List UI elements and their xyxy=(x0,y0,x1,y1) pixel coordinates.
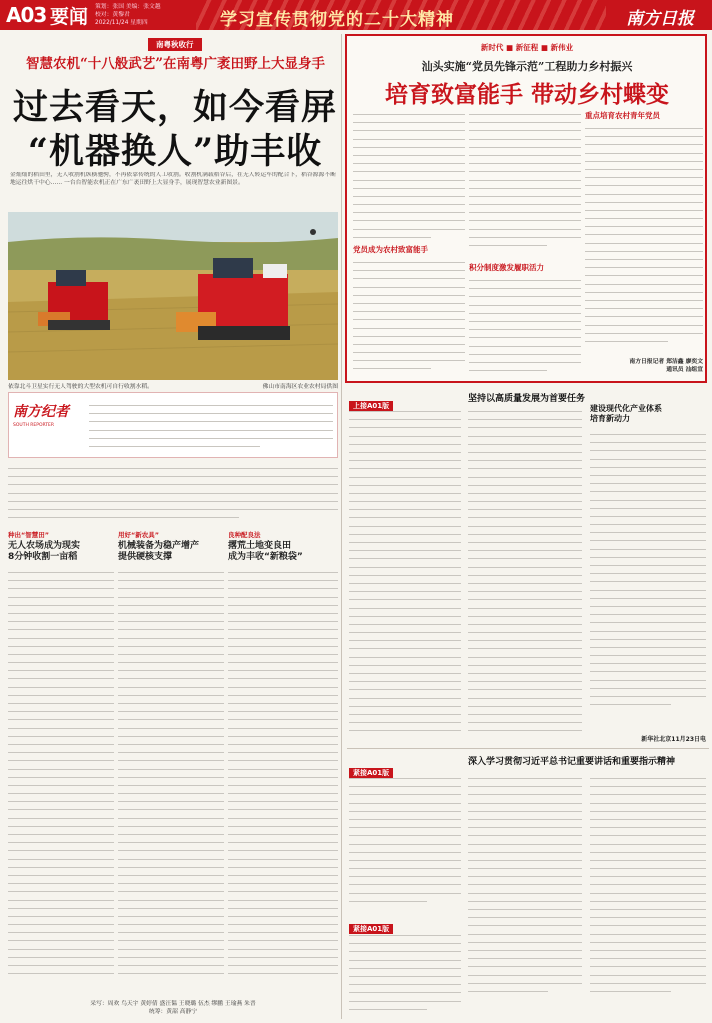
feature-head-1: 党员成为农村致富能手 xyxy=(353,245,428,254)
article1-col-a xyxy=(349,405,461,743)
dateline: 新华社北京11月23日电 xyxy=(641,736,706,743)
lead-subtitle: 智慧农机“十八般武艺”在南粤广袤田野上大显身手 xyxy=(25,56,326,72)
continued-label: 紧接A01版 xyxy=(349,768,393,778)
lead-paragraph xyxy=(10,172,336,210)
photo-illustration xyxy=(8,212,338,380)
reporter-logo-text: 南方纪者 xyxy=(13,404,69,420)
caption-credit: 佛山市南海区农业农村局供图 xyxy=(262,384,338,390)
harvest-photo xyxy=(8,212,338,380)
lead-text: 金灿灿的稻田里，无人收割机纵横驰骋，不再依靠传统的人工收割。收割机满载稻谷后，在无人转运车的配合下，稻谷源源不断地运往烘干中心…… xyxy=(10,172,336,186)
reporter-logo xyxy=(13,401,83,428)
lead-title-1: 过去看天，如今看屏 xyxy=(12,87,337,128)
feature-head-3: 重点培育农村青年党员 xyxy=(585,111,660,120)
section-rule xyxy=(347,748,709,749)
column-1 xyxy=(8,530,114,1002)
continued-label: 上接A01版 xyxy=(349,401,393,411)
feature-col-3 xyxy=(585,122,703,354)
page-number: A03 xyxy=(6,3,47,27)
column-divider xyxy=(341,34,342,1019)
feature-tag: 新征程 xyxy=(515,43,539,52)
reporter-box-text xyxy=(89,399,333,455)
lead-body xyxy=(8,462,338,524)
column-title: 机械装备为稳产增产 提供硬核支撑 xyxy=(118,541,200,562)
feature-tag: 新伟业 xyxy=(550,43,574,52)
reporter-logo-sub: SOUTH REPORTER xyxy=(13,423,54,428)
feature-title: 培育致富能手 带动乡村蝶变 xyxy=(384,81,669,108)
article1-col-b xyxy=(468,405,582,743)
article2-title: 深入学习贯彻习近平总书记重要讲话和重要指示精神 xyxy=(468,757,676,767)
column-kicker: 用好“新农具” xyxy=(118,531,160,539)
section-name: 要闻 xyxy=(50,6,89,28)
article1-col-c xyxy=(590,428,706,728)
feature-tags xyxy=(407,42,647,53)
kicker-text: 南粤秋收行 xyxy=(156,40,194,49)
tag-sep: ■ xyxy=(506,43,514,52)
credit-line-2: 统筹：黄韶 高静宁 xyxy=(148,1009,198,1015)
editor-line: 校对：黄黎君 xyxy=(95,12,130,18)
editor-line: 2022/11/24 星期四 xyxy=(95,20,148,26)
feature-col-1 xyxy=(353,108,465,243)
right-article-title: 建设现代化产业体系 培育新动力 xyxy=(590,404,662,423)
photo-caption xyxy=(8,381,338,390)
article2-col-c xyxy=(590,772,706,1012)
feature-byline xyxy=(585,358,703,374)
newspaper-logo: 南方日报 xyxy=(626,9,694,29)
lead-text-2: 一台台智能农机正在广东广袤田野上大显身手，展现智慧农业新图景。 xyxy=(64,179,244,186)
feature-col-1b xyxy=(353,256,465,376)
feature-box xyxy=(345,34,707,383)
lead-credit xyxy=(8,1000,338,1016)
feature-subtitle: 汕头实施“党员先锋示范”工程助力乡村振兴 xyxy=(421,60,633,73)
editor-info xyxy=(95,3,190,27)
column-3 xyxy=(228,530,338,1002)
article2-col-b xyxy=(468,772,582,1012)
masthead xyxy=(0,0,712,30)
kicker-badge xyxy=(148,38,202,51)
credit-line: 采写：周欢 鸟天宇 黄婷倩 盛汪韫 王晓璐 伍杰 缪鹏 王瑜燕 朱晋 xyxy=(90,1001,256,1007)
article1-title: 坚持以高质量发展为首要任务 xyxy=(468,394,586,404)
feature-tag: 新时代 xyxy=(480,43,504,52)
byline-reporters: 南方日报记者 郑洁鑫 廖奕文 xyxy=(629,359,703,365)
byline-correspondent: 通讯员 汕组宣 xyxy=(666,367,703,373)
reporter-box xyxy=(8,392,338,458)
editor-line: 策划：张国 美编：张文越 xyxy=(95,4,161,10)
continued-label: 紧接A01版 xyxy=(349,924,393,934)
column-kicker: 良种配良法 xyxy=(228,531,261,539)
article2-col-a xyxy=(349,772,461,910)
tag-sep: ■ xyxy=(540,43,548,52)
banner-title: 学习宣传贯彻党的二十大精神 xyxy=(220,10,454,30)
column-title: 无人农场成为现实 8分钟收割一亩稻 xyxy=(8,541,81,562)
column-2 xyxy=(118,530,224,1002)
feature-col-2 xyxy=(469,108,581,258)
column-kicker: 种出“智慧田” xyxy=(8,531,50,539)
caption-text: 依靠北斗卫星实行无人驾驶的大型农机可自行收割水稻。 xyxy=(8,384,153,390)
lead-title-2: “机器换人”助丰收 xyxy=(27,131,323,172)
feature-col-2b xyxy=(469,274,581,378)
article3-col-a xyxy=(349,929,461,1015)
column-title: 撂荒土地变良田 成为丰收“新粮袋” xyxy=(228,541,303,562)
feature-head-2: 积分制度激发履职活力 xyxy=(469,263,544,272)
